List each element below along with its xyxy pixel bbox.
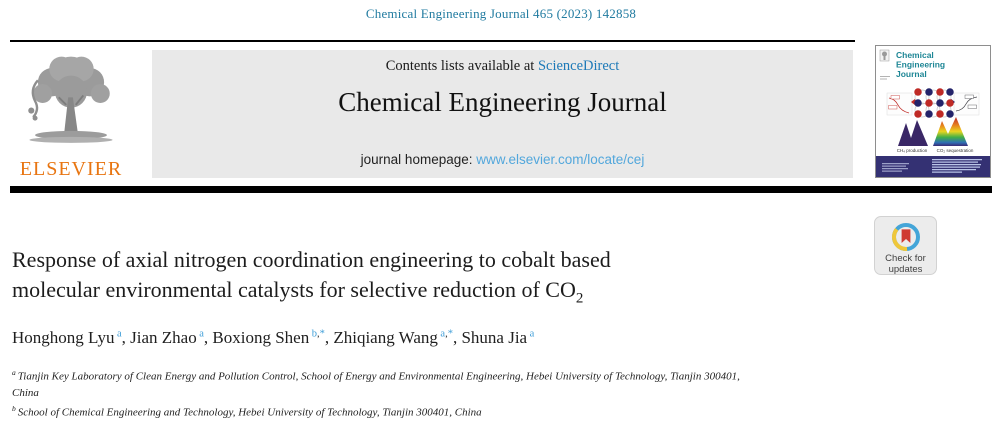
journal-cover-art <box>876 46 990 177</box>
author: Honghong Lyu $^a$, <box>12 328 131 347</box>
author: Shuna Jia $^a$ <box>461 328 535 347</box>
affiliation-a: $^a$ Tianjin Key Laboratory of Clean Energy and Pollution Control, School of Energy and Environmental Engineering, Hebei University of Technology, Tianjin 300401, China <box>12 368 740 399</box>
journal-cover-thumbnail <box>875 45 991 178</box>
badge-label: Check for updates <box>885 253 926 275</box>
affiliations <box>12 365 740 420</box>
crossmark-icon <box>890 221 922 253</box>
article-title <box>12 245 611 313</box>
homepage-link[interactable]: www.elsevier.com/locate/cej <box>476 152 645 167</box>
journal-banner <box>152 50 853 178</box>
svg-text:CO₂ sequestration: CO₂ sequestration <box>936 148 974 153</box>
homepage-line <box>361 152 645 167</box>
author: Jian Zhao $^a$, <box>130 328 213 347</box>
author-list <box>12 328 534 348</box>
header-top-rule <box>10 40 855 42</box>
svg-text:Chemical: Chemical <box>896 50 934 60</box>
svg-text:Journal: Journal <box>896 69 927 79</box>
homepage-prefix: journal homepage: <box>360 152 477 167</box>
author: Zhiqiang Wang $^{a,*}$, <box>333 328 462 347</box>
svg-text:CH₄ production: CH₄ production <box>896 148 928 153</box>
header-bottom-rule <box>10 186 992 193</box>
banner-journal-name: Chemical Engineering Journal <box>338 87 667 117</box>
author: Boxiong Shen $^{b,*}$, <box>212 328 334 347</box>
svg-text:Engineering: Engineering <box>896 59 946 70</box>
elsevier-tree-icon <box>19 50 123 156</box>
elsevier-wordmark: ELSEVIER <box>19 158 123 180</box>
co2-subscript: 2 <box>575 290 584 307</box>
check-for-updates-badge[interactable] <box>874 216 937 275</box>
contents-prefix: Contents lists available at <box>385 58 538 74</box>
elsevier-logo <box>14 50 128 182</box>
affiliation-b: $^b$ School of Chemical Engineering and Technology, Hebei University of Technology, Tianjin 300401, China <box>12 403 482 419</box>
sciencedirect-link[interactable]: ScienceDirect <box>537 58 620 74</box>
journal-citation: Chemical Engineering Journal 465 (2023) 142858 <box>365 6 637 21</box>
article-title-line1: Response of axial nitrogen coordination engineering to cobalt based <box>12 247 611 272</box>
article-title-line2: molecular environmental catalysts for selective reduction of $CO_2$ <box>12 277 584 307</box>
contents-line <box>386 58 620 75</box>
